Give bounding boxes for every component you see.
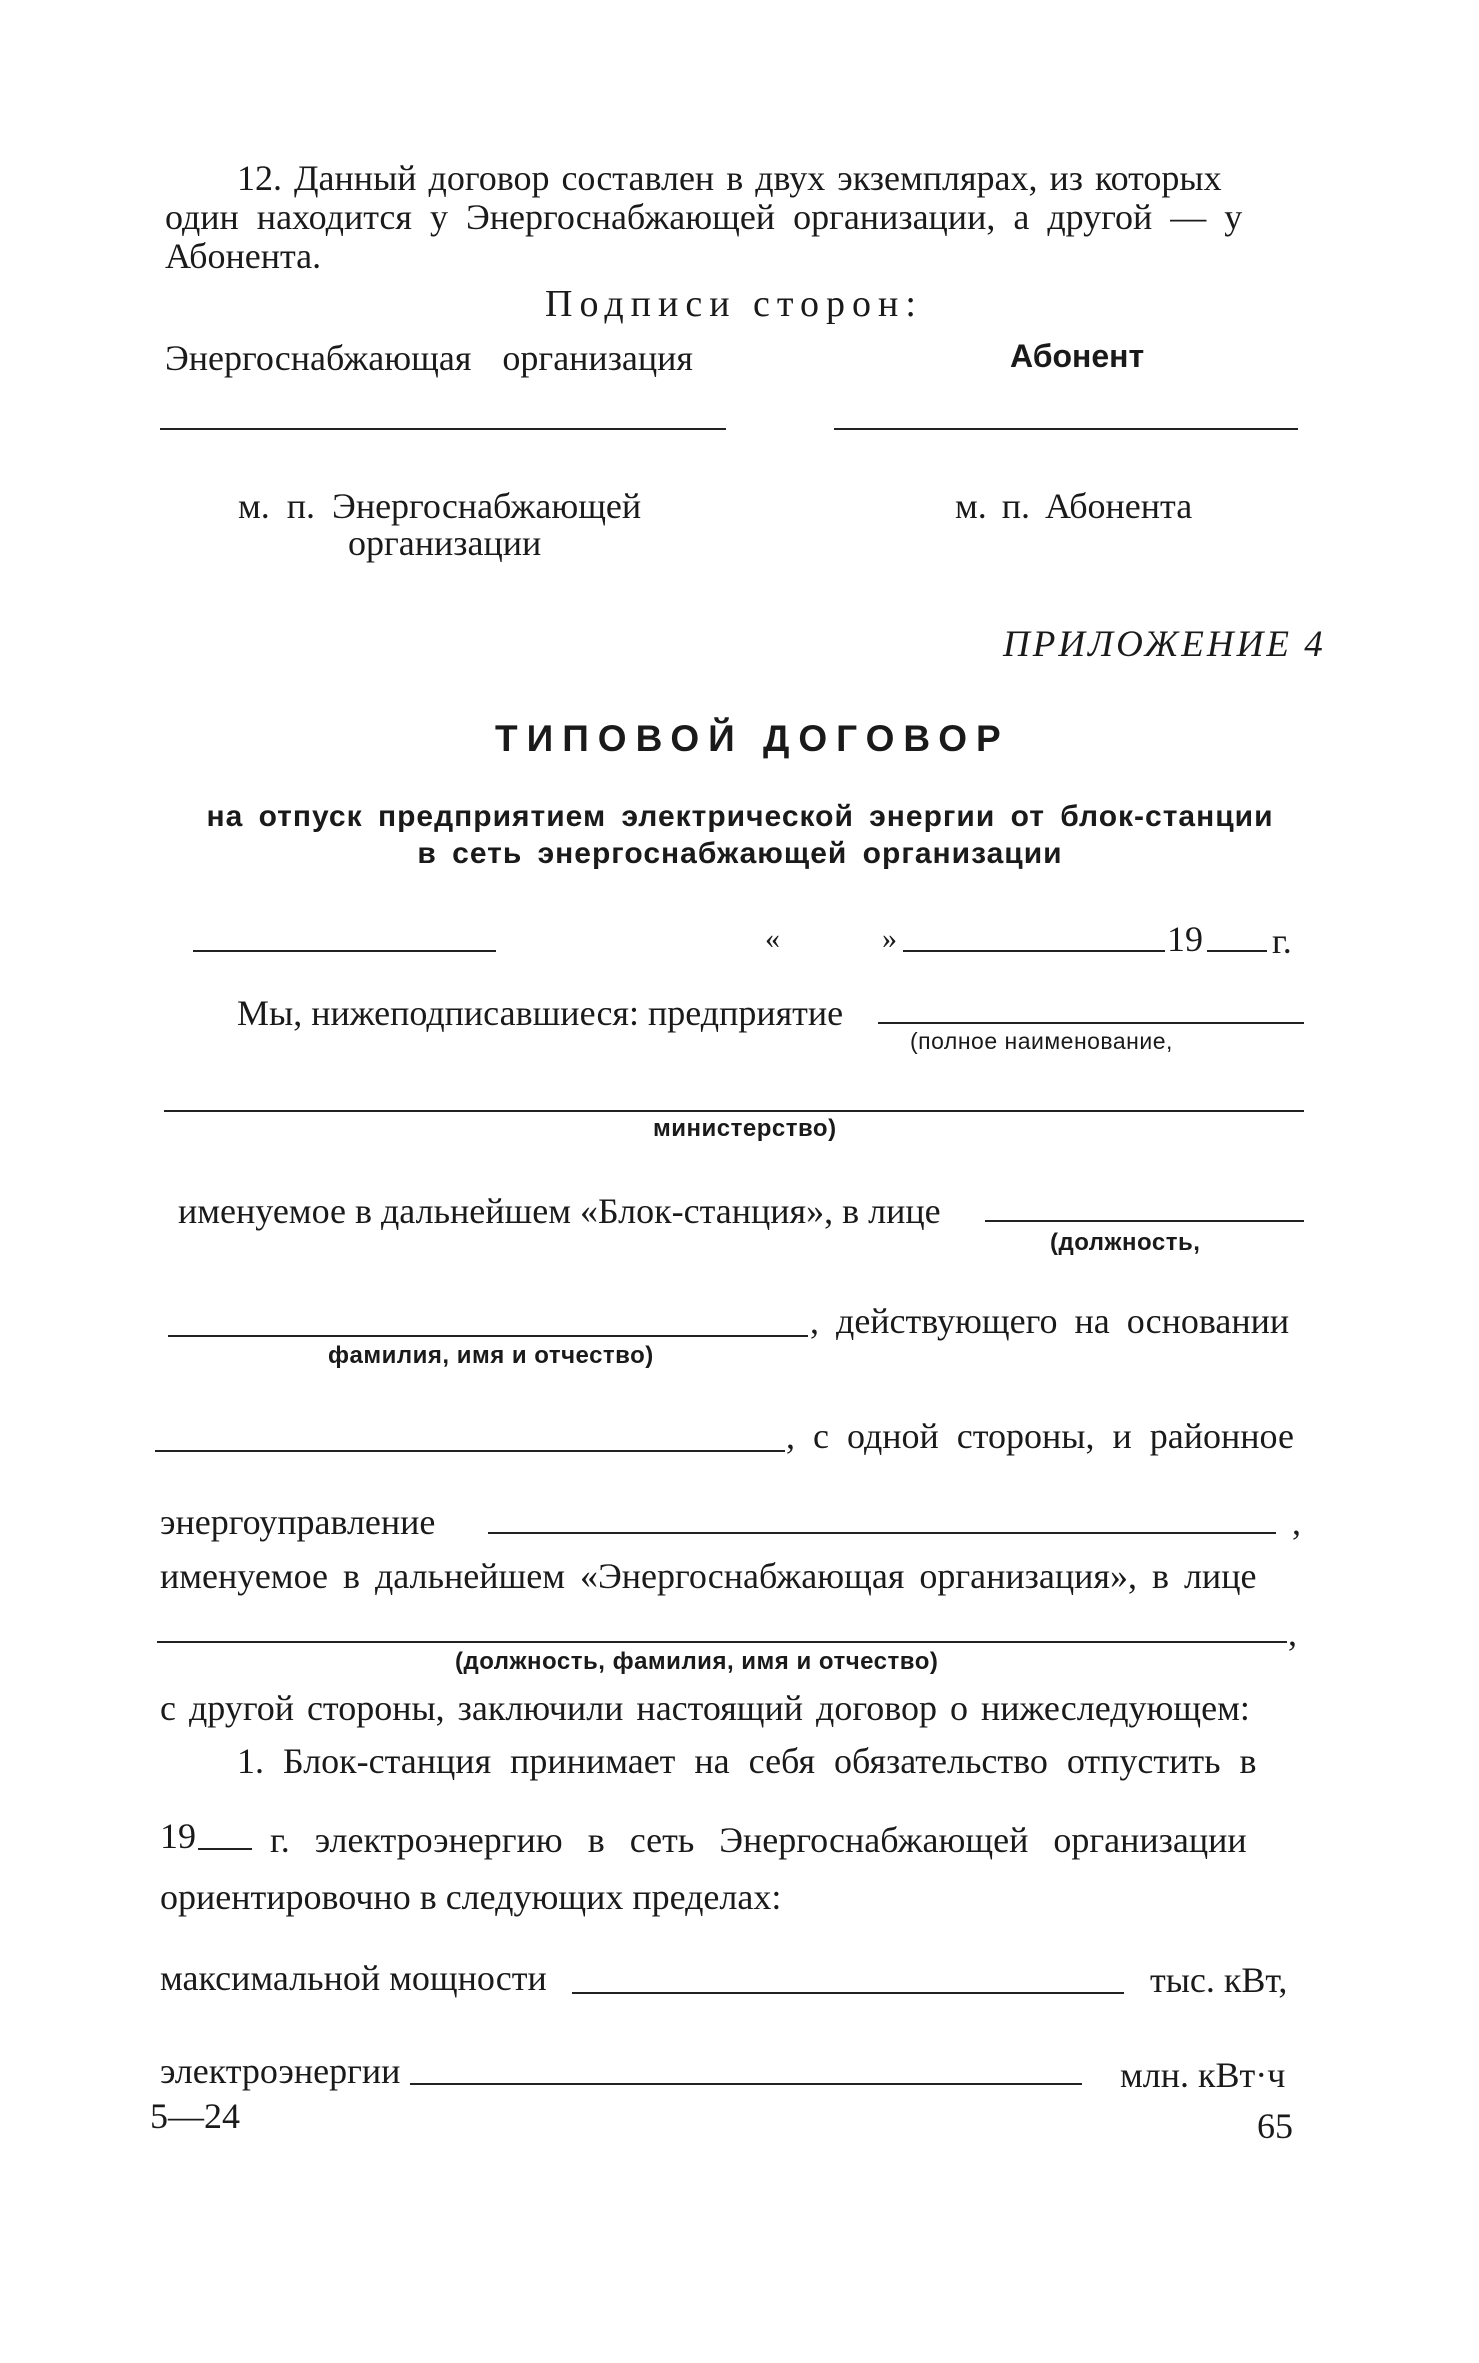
clause12-line3: Абонента.	[165, 236, 322, 276]
date-open-quote: «	[765, 922, 780, 955]
electricity-unit: млн. кВт·ч	[1120, 2055, 1286, 2095]
clause1-line2: г. электроэнергию в сеть Энергоснабжающей организации	[270, 1820, 1247, 1860]
max-power-field[interactable]	[572, 1992, 1124, 1994]
energy-person-comma: ,	[1288, 1613, 1297, 1653]
clause1-year: 19	[160, 1816, 196, 1856]
left-party-label: Энергоснабжающая организация	[165, 338, 693, 378]
energy-admin-comma: ,	[1292, 1502, 1301, 1542]
enterprise-name-field[interactable]	[878, 1022, 1304, 1024]
named-block-text: именуемое в дальнейшем «Блок-станция», в лице	[178, 1191, 941, 1231]
ministry-field[interactable]	[164, 1110, 1304, 1112]
date-year-prefix: 19	[1167, 919, 1203, 959]
caption-position: (должность,	[1050, 1229, 1201, 1256]
basis-field[interactable]	[155, 1450, 785, 1452]
caption-full-name: (полное наименование,	[910, 1028, 1173, 1054]
one-side-text: , с одной стороны, и районное	[786, 1416, 1294, 1456]
max-power-unit: тыс. кВт,	[1150, 1960, 1288, 2000]
energy-admin-field[interactable]	[488, 1532, 1276, 1534]
max-power-label: максимальной мощности	[160, 1958, 547, 1998]
clause12-line2: один находится у Энергоснабжающей организации, а другой — у	[165, 197, 1243, 237]
intro-text: Мы, нижеподписавшиеся: предприятие	[237, 993, 844, 1033]
caption-position-fio: (должность, фамилия, имя и отчество)	[455, 1648, 939, 1675]
left-seal-line2: организации	[348, 523, 542, 563]
right-signature-line[interactable]	[834, 428, 1298, 430]
left-signature-line[interactable]	[160, 428, 726, 430]
electricity-field[interactable]	[410, 2083, 1082, 2085]
sheet-mark: 5—24	[150, 2096, 240, 2136]
page-number: 65	[1257, 2106, 1293, 2146]
contract-title: ТИПОВОЙ ДОГОВОР	[495, 718, 1010, 759]
other-side-text: с другой стороны, заключили настоящий договор о нижеследующем:	[160, 1688, 1250, 1728]
contract-subtitle-line1: на отпуск предприятием электрической энергии от блок-станции	[206, 800, 1274, 833]
named-energy-text: именуемое в дальнейшем «Энергоснабжающая организация», в лице	[160, 1556, 1257, 1596]
clause1-line1: 1. Блок-станция принимает на себя обязательство отпустить в	[237, 1741, 1257, 1781]
month-field[interactable]	[903, 950, 1165, 952]
energy-person-field[interactable]	[157, 1641, 1287, 1643]
caption-fio: фамилия, имя и отчество)	[328, 1342, 654, 1369]
energy-admin-text: энергоуправление	[160, 1502, 436, 1542]
date-close-quote: »	[882, 922, 897, 955]
year-field[interactable]	[1207, 950, 1267, 952]
acting-basis-text: , действующего на основании	[810, 1301, 1290, 1341]
block-fio-field[interactable]	[168, 1335, 808, 1337]
caption-ministry: министерство)	[653, 1115, 837, 1142]
contract-subtitle-line2: в сеть энергоснабжающей организации	[417, 837, 1063, 870]
clause12-line1: 12. Данный договор составлен в двух экземплярах, из которых	[237, 158, 1222, 198]
clause1-year-field[interactable]	[198, 1848, 252, 1850]
left-seal-line1: м. п. Энергоснабжающей	[238, 486, 642, 526]
right-party-label: Абонент	[1010, 338, 1145, 374]
place-field[interactable]	[193, 950, 496, 952]
signatures-heading: Подписи сторон:	[545, 283, 923, 325]
date-year-suffix: г.	[1272, 921, 1292, 961]
electricity-label: электроэнергии	[160, 2051, 401, 2091]
right-seal: м. п. Абонента	[955, 486, 1193, 526]
block-position-field[interactable]	[985, 1220, 1304, 1222]
appendix-label: ПРИЛОЖЕНИЕ 4	[1003, 624, 1326, 665]
clause1-line3: ориентировочно в следующих пределах:	[160, 1877, 782, 1917]
